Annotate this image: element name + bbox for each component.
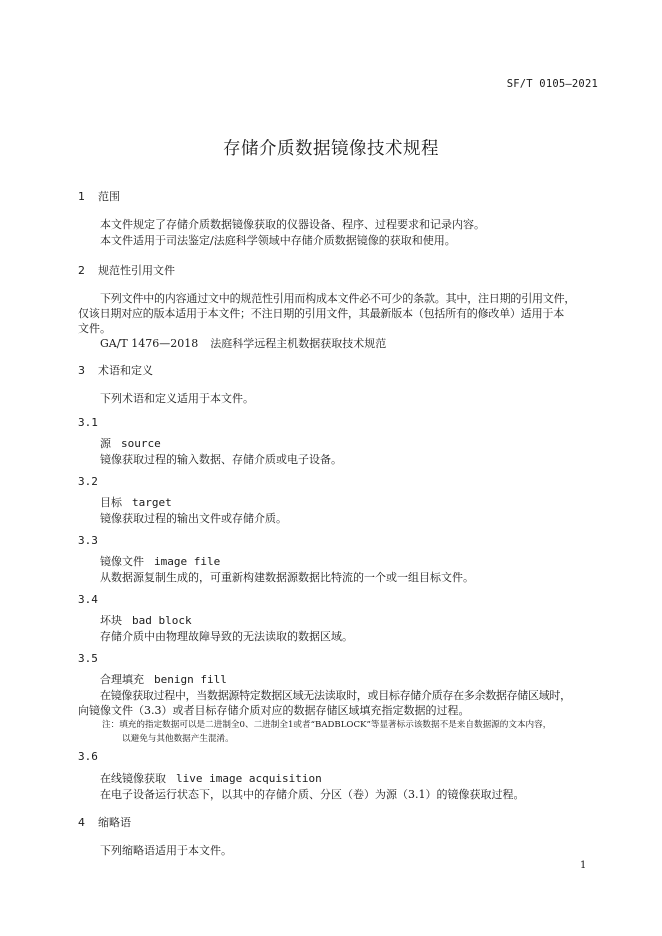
term-definition-line: 在镜像获取过程中，当数据源特定数据区域无法读取时，或目标存储介质存在多余数据存储区域时， — [100, 689, 571, 702]
term-en: target — [132, 496, 172, 509]
section-number: 1 — [78, 190, 85, 203]
section-title: 缩略语 — [98, 816, 131, 829]
term-definition: 镜像获取过程的输入数据、存储介质或电子设备。 — [100, 453, 342, 466]
section-1-heading — [78, 188, 120, 204]
page-number: 1 — [580, 860, 587, 871]
term-note — [102, 718, 551, 730]
reference-code: GA/T 1476—2018 — [100, 337, 199, 350]
term-heading — [100, 494, 172, 510]
document-title: 存储介质数据镜像技术规程 — [223, 139, 439, 159]
term-en: bad block — [132, 614, 192, 627]
term-heading — [100, 553, 220, 569]
term-en: source — [121, 437, 161, 450]
term-en: image file — [154, 555, 221, 568]
note-text: 填充的指定数据可以是二进制全0、二进制全1或者“BADBLOCK”等显著标示该数据不是来自数据源的文本内容， — [119, 720, 552, 730]
section-4-heading — [78, 814, 131, 830]
term-heading — [100, 612, 192, 628]
paragraph: 下列术语和定义适用于本文件。 — [100, 392, 254, 405]
section-number: 3 — [78, 364, 85, 377]
term-cn: 坏块 — [100, 614, 122, 627]
term-definition: 镜像获取过程的输出文件或存储介质。 — [100, 512, 287, 525]
paragraph-line: 仅该日期对应的版本适用于本文件；不注日期的引用文件，其最新版本（包括所有的修改单）适用于本 — [78, 307, 564, 320]
term-number: 3.3 — [78, 534, 98, 547]
term-cn: 合理填充 — [100, 673, 144, 686]
section-title: 范围 — [98, 190, 120, 203]
term-definition: 从数据源复制生成的，可重新构建数据源数据比特流的一个或一组目标文件。 — [100, 571, 474, 584]
term-note-line: 以避免与其他数据产生混淆。 — [122, 734, 234, 744]
term-number: 3.1 — [78, 416, 98, 429]
paragraph: 下列缩略语适用于本文件。 — [100, 844, 232, 857]
reference-title: 法庭科学远程主机数据获取技术规范 — [210, 337, 387, 350]
term-definition-line: 向镜像文件（3.3）或者目标存储介质对应的数据存储区域填充指定数据的过程。 — [78, 704, 470, 717]
reference-entry — [100, 335, 386, 351]
term-heading — [100, 671, 227, 687]
term-cn: 源 — [100, 437, 111, 450]
section-number: 4 — [78, 816, 85, 829]
section-title: 规范性引用文件 — [98, 264, 175, 277]
term-heading — [100, 770, 322, 786]
term-number: 3.2 — [78, 475, 98, 488]
term-cn: 目标 — [100, 496, 122, 509]
term-cn: 在线镜像获取 — [100, 772, 166, 785]
term-number: 3.5 — [78, 652, 98, 665]
paragraph-line: 文件。 — [78, 322, 111, 335]
term-definition: 在电子设备运行状态下，以其中的存储介质、分区（卷）为源（3.1）的镜像获取过程。 — [100, 788, 525, 801]
term-en: benign fill — [154, 673, 227, 686]
term-number: 3.6 — [78, 750, 98, 763]
term-en: live image acquisition — [176, 772, 322, 785]
section-2-heading — [78, 262, 175, 278]
paragraph: 本文件适用于司法鉴定/法庭科学领域中存储介质数据镜像的获取和使用。 — [100, 234, 456, 247]
term-definition: 存储介质中由物理故障导致的无法读取的数据区域。 — [100, 630, 353, 643]
section-3-heading — [78, 362, 153, 378]
section-title: 术语和定义 — [98, 364, 153, 377]
term-heading — [100, 435, 161, 451]
note-label: 注： — [102, 720, 120, 730]
term-cn: 镜像文件 — [100, 555, 144, 568]
term-number: 3.4 — [78, 593, 98, 606]
paragraph: 本文件规定了存储介质数据镜像获取的仪器设备、程序、过程要求和记录内容。 — [100, 218, 485, 231]
standard-code: SF/T 0105—2021 — [506, 78, 598, 90]
paragraph-line: 下列文件中的内容通过文中的规范性引用而构成本文件必不可少的条款。其中，注日期的引用文件， — [100, 292, 576, 305]
section-number: 2 — [78, 264, 85, 277]
